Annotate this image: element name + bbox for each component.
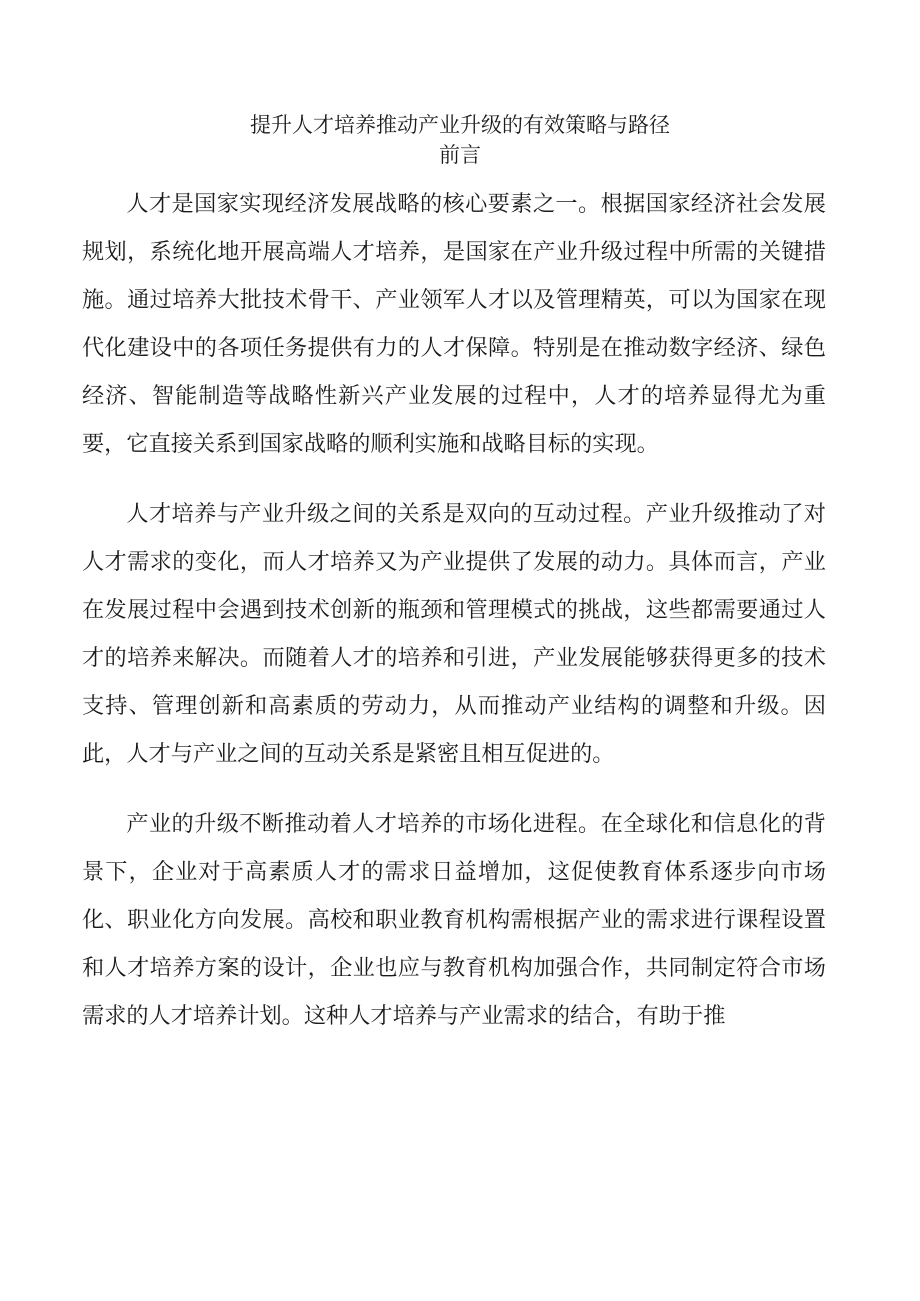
paragraph-3: 产业的升级不断推动着人才培养的市场化进程。在全球化和信息化的背景下，企业对于高素质人才的需求日益增加，这促使教育体系逐步向市场化、职业化方向发展。高校和职业教育机构需根据产业的需求进行课程设置和人才培养方案的设计，企业也应与教育机构加强合作，共同制定符合市场需求的人才培养计划。这种人才培养与产业需求的结合，有助于推 — [82, 811, 826, 1029]
document-body — [82, 180, 826, 1062]
section-heading: 前言 — [439, 143, 481, 167]
paragraph-2: 人才培养与产业升级之间的关系是双向的互动过程。产业升级推动了对人才需求的变化，而人才培养又为产业提供了发展的动力。具体而言，产业在发展过程中会遇到技术创新的瓶颈和管理模式的挑战，这些都需要通过人才的培养来解决。而随着人才的培养和引进，产业发展能够获得更多的技术支持、管理创新和高素质的劳动力，从而推动产业结构的调整和升级。因此，人才与产业之间的互动关系是紧密且相互促进的。 — [82, 501, 826, 767]
paragraph-1: 人才是国家实现经济发展战略的核心要素之一。根据国家经济社会发展规划，系统化地开展高端人才培养，是国家在产业升级过程中所需的关键措施。通过培养大批技术骨干、产业领军人才以及管理精英，可以为国家在现代化建设中的各项任务提供有力的人才保障。特别是在推动数字经济、绿色经济、智能制造等战略性新兴产业发展的过程中，人才的培养显得尤为重要，它直接关系到国家战略的顺利实施和战略目标的实现。 — [82, 191, 826, 457]
document-title: 提升人才培养推动产业升级的有效策略与路径 — [250, 113, 670, 137]
